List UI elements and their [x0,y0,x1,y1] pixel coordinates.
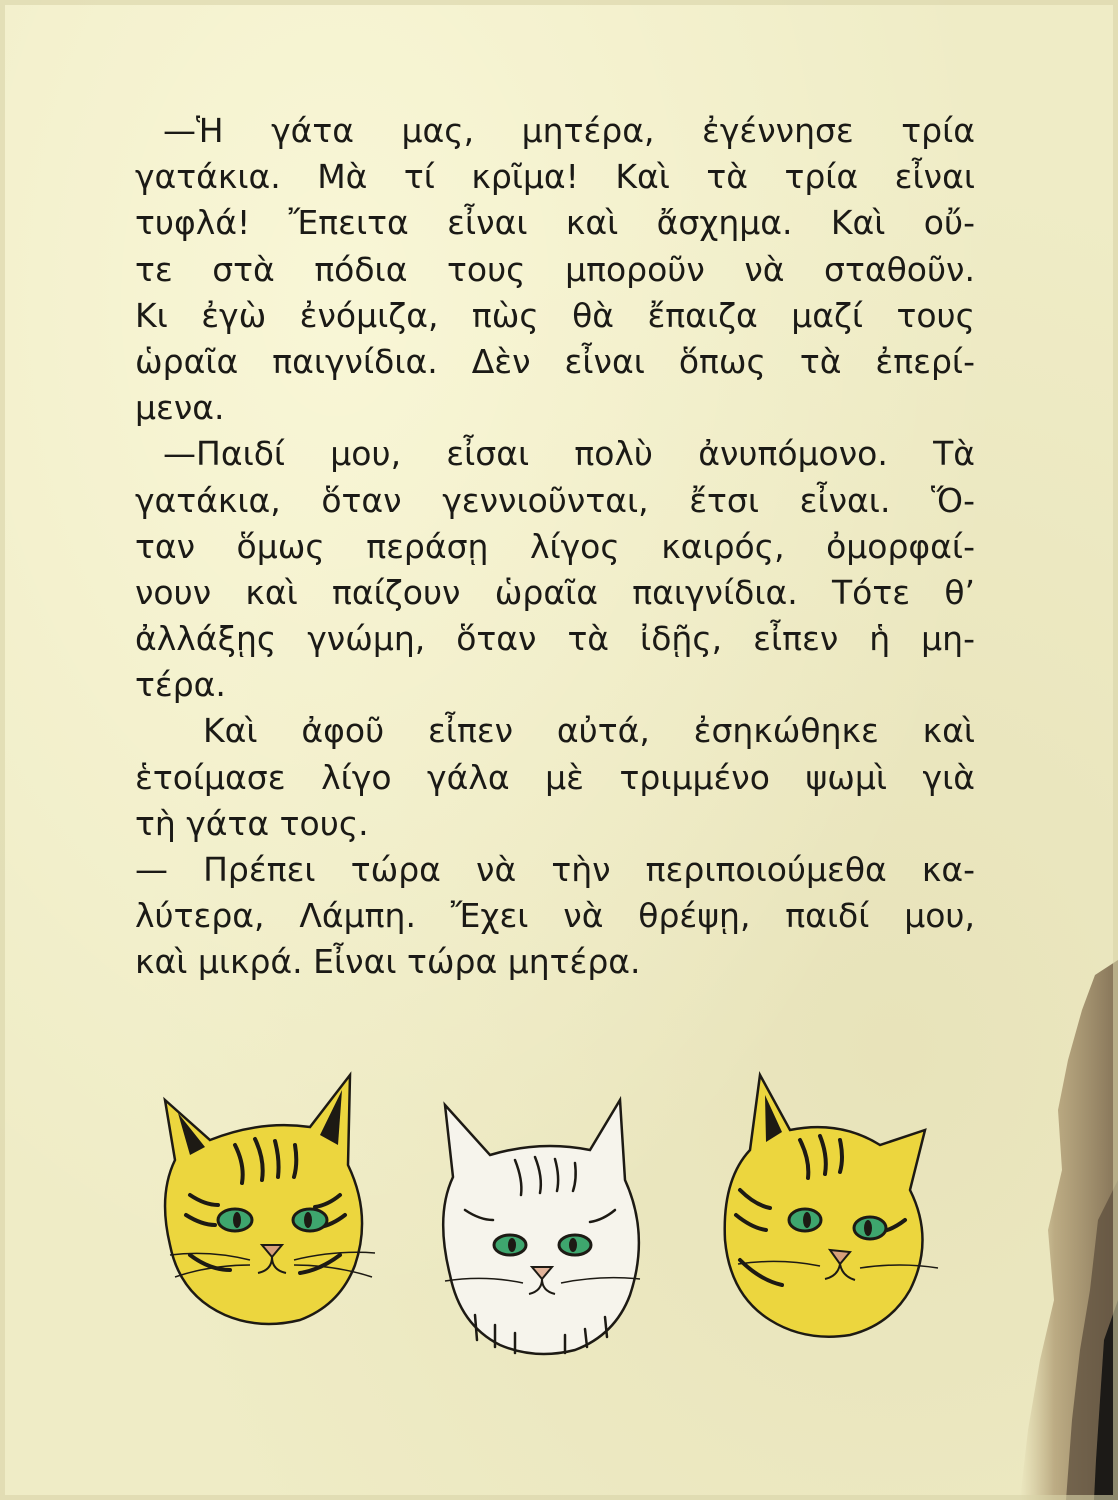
text-line: ἀλλάξῃς γνώμη, ὅταν τὰ ἰδῇς, εἶπεν ἡ μη- [135,619,975,659]
text-line: ταν ὅμως περάσῃ λίγος καιρός, ὀμορφαί- [135,526,975,566]
text-line: τε στὰ πόδια τους μποροῦν νὰ σταθοῦν. [135,249,975,289]
text-line: Καὶ ἀφοῦ εἶπεν αὐτά, ἐσηκώθηκε καὶ [203,711,975,751]
text-line: τυφλά! Ἔπειτα εἶναι καὶ ἄσχημα. Καὶ οὔ- [135,203,975,243]
text-line: μενα. [135,388,225,428]
kitten-left [165,1075,375,1324]
text-line: —Ἡ γάτα μας, μητέρα, ἐγέννησε τρία [163,111,975,150]
kitten-fur [443,1100,639,1354]
text-line: ὡραῖα παιγνίδια. Δὲν εἶναι ὅπως τὰ ἐπερί- [135,341,975,381]
text-line: τὴ γάτα τους. [135,803,369,843]
text-line: γατάκια, ὅταν γεννιοῦνται, ἔτσι εἶναι. Ὅ- [135,480,975,520]
text-line: τέρα. [135,665,226,705]
text-line: — Πρέπει τώρα νὰ τὴν περιποιούμεθα κα- [135,850,975,889]
text-line: γατάκια. Μὰ τί κρῖμα! Καὶ τὰ τρία εἶναι [135,157,975,197]
text-line: Κι ἐγὼ ἐνόμιζα, πὼς θὰ ἔπαιζα μαζί τους [135,295,975,335]
kitten-middle [443,1100,640,1354]
text-line: νουν καὶ παίζουν ὡραῖα παιγνίδια. Τότε θ’ [135,572,975,612]
kittens-illustration [150,1065,990,1385]
kitten-right [725,1075,938,1337]
text-line: —Παιδί μου, εἶσαι πολὺ ἀνυπόμονο. Τὰ [163,434,975,474]
text-line: καὶ μικρά. Εἶναι τώρα μητέρα. [135,942,641,982]
story-text [135,108,975,986]
text-line: ἑτοίμασε λίγο γάλα μὲ τριμμένο ψωμὶ γιὰ [135,757,975,797]
text-line: λύτερα, Λάμπη. Ἔχει νὰ θρέψῃ, παιδί μου, [135,896,975,936]
